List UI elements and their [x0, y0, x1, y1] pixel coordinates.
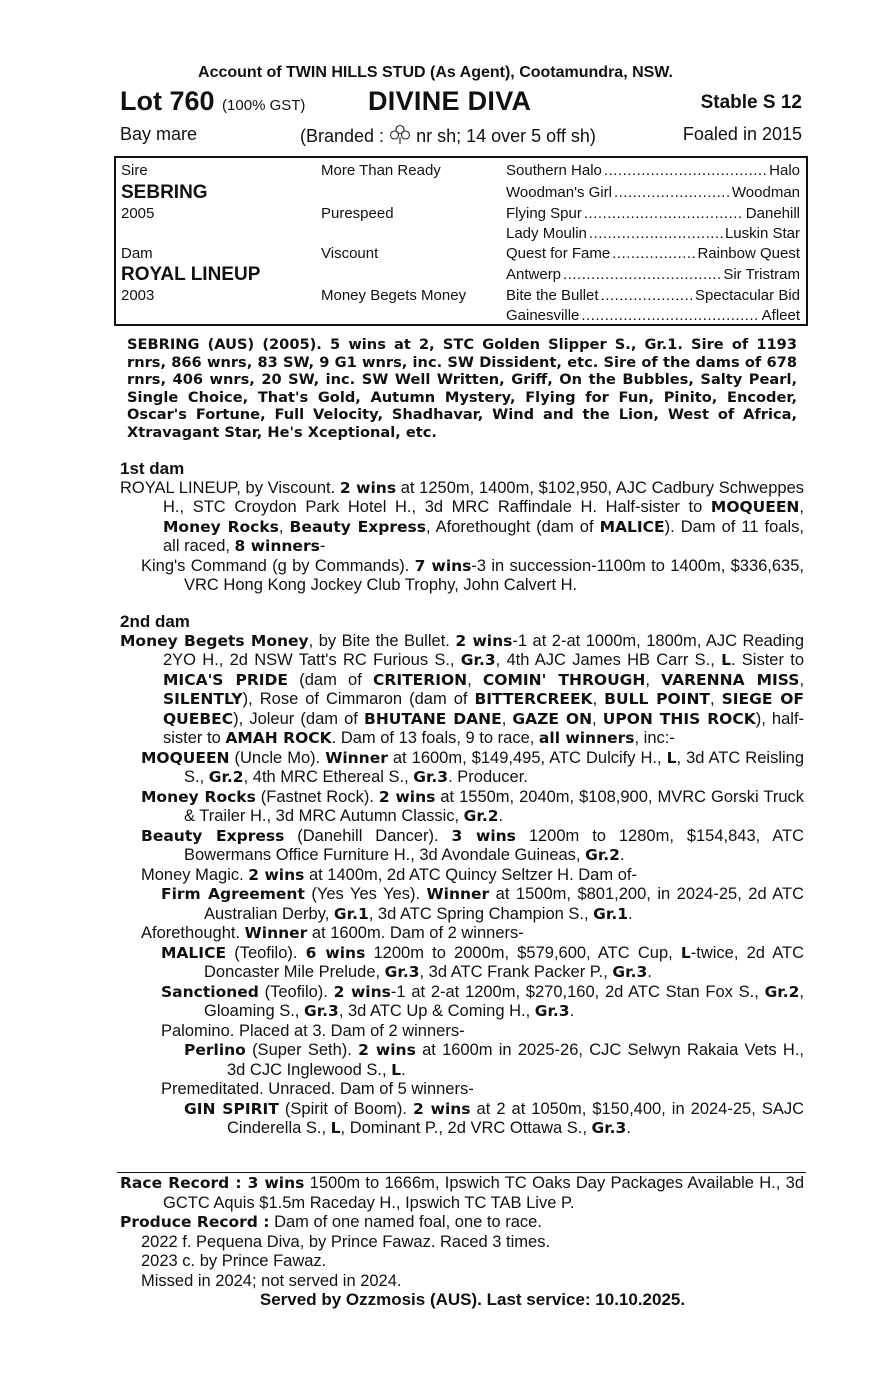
- lot-header: [120, 86, 802, 120]
- bold-run: 2 wins: [333, 982, 391, 1001]
- text-run: , 3d ATC Spring Champion S.,: [368, 904, 594, 923]
- gp-name: Lady Moulin: [506, 225, 587, 242]
- bold-run: Gr.3: [413, 768, 449, 786]
- text-run: (Spirit of Boom).: [278, 1099, 413, 1118]
- foal-malice: [120, 944, 804, 983]
- text-run: (Fastnet Rock).: [255, 787, 379, 806]
- bold-run: BHUTANE DANE: [364, 709, 502, 728]
- bold-run: 2 wins: [378, 787, 436, 806]
- bold-run: Gr.2: [585, 846, 620, 864]
- sire-sire: More Than Ready: [321, 162, 441, 179]
- bold-run: all winners: [538, 729, 635, 747]
- sire-name: SEBRING: [121, 182, 208, 203]
- gp-name: Antwerp: [506, 266, 562, 283]
- text-run: -: [319, 537, 326, 555]
- text-run: Dam of one named foal, one to race.: [269, 1213, 542, 1231]
- dam-royal-lineup: [120, 479, 804, 557]
- text-run: (Teofilo).: [258, 982, 334, 1001]
- brand-prefix: (Branded :: [300, 126, 385, 146]
- bold-run: Money Rocks: [141, 787, 256, 806]
- race-record: [120, 1174, 804, 1213]
- text-run: .: [647, 963, 652, 981]
- brand-info: [300, 124, 596, 147]
- text-run: ,: [799, 498, 804, 516]
- bold-run: GAZE ON: [512, 709, 593, 728]
- text-run: at 1500m, $801,200, in 2024-25, 2d ATC Australian Derby,: [204, 885, 804, 923]
- lot-number: [120, 86, 305, 117]
- bold-run: AMAH ROCK: [225, 729, 332, 747]
- text-run: , 4th AJC James HB Carr S.,: [495, 651, 722, 669]
- text-run: .: [619, 846, 625, 864]
- foal-money-rocks: [120, 788, 804, 827]
- stable-number: Stable S 12: [700, 92, 802, 113]
- bold-run: Gr.3: [591, 1119, 627, 1137]
- second-dam-heading: 2nd dam: [120, 612, 190, 631]
- grandparent-row: [506, 205, 800, 222]
- horse-name: DIVINE DIVA: [368, 86, 532, 116]
- section-divider: [117, 1172, 806, 1173]
- produce-record: [120, 1213, 804, 1233]
- dam-name: ROYAL LINEUP: [121, 264, 261, 285]
- produce-line: 2023 c. by Prince Fawaz.: [141, 1252, 327, 1270]
- records-section: [120, 1174, 804, 1291]
- text-run: , Dominant P., 2d VRC Ottawa S.,: [340, 1119, 592, 1137]
- bold-run: MOQUEEN: [710, 498, 800, 516]
- dam-sire: Viscount: [321, 245, 379, 262]
- gp-sire: Luskin Star: [724, 225, 800, 242]
- bold-run: Gr.1: [333, 904, 369, 923]
- bold-run: 3 wins: [451, 826, 516, 845]
- grandparent-row: [506, 162, 800, 179]
- grandparent-row: [506, 287, 800, 304]
- bold-run: L: [330, 1119, 341, 1137]
- text-run: at 1600m. Dam of 2 winners-: [307, 924, 524, 942]
- bold-run: L: [680, 943, 691, 962]
- grandparent-row: [506, 245, 800, 262]
- sire-year: 2005: [121, 205, 155, 222]
- text-run: (Yes Yes Yes).: [304, 885, 427, 903]
- pedigree-table: [114, 156, 808, 326]
- lot-label: Lot 760: [120, 86, 215, 116]
- vendor-account: Account of TWIN HILLS STUD (As Agent), Cootamundra, NSW.: [198, 64, 673, 81]
- text-run: ,: [467, 670, 483, 689]
- grandparent-row: [506, 307, 800, 324]
- text-run: -1 at 2-at 1200m, $270,160, 2d ATC Stan Fox S.,: [390, 982, 765, 1001]
- gp-sire: Rainbow Quest: [697, 245, 800, 262]
- text-run: ,: [592, 690, 605, 708]
- bold-run: Gr.1: [593, 904, 628, 923]
- produce-line: 2022 f. Pequena Diva, by Prince Fawaz. Raced 3 times.: [141, 1232, 551, 1251]
- sire-dam: Purespeed: [321, 205, 394, 222]
- bold-run: VARENNA MISS: [661, 670, 800, 689]
- text-run: (Teofilo).: [226, 943, 306, 962]
- text-run: .: [626, 1119, 631, 1137]
- gp-sire: Halo: [769, 162, 800, 179]
- bold-run: Beauty Express: [289, 517, 426, 536]
- text-run: .: [401, 1060, 406, 1079]
- text-run: at 1400m, 2d ATC Quincy Seltzer H. Dam of-: [304, 865, 637, 884]
- bold-run: 8 winners: [234, 537, 320, 555]
- bold-run: 2 wins: [455, 631, 513, 650]
- first-dam-section: [120, 459, 804, 596]
- text-run: , Gloaming S.,: [204, 982, 804, 1020]
- text-run: , 3d ATC Frank Packer P.,: [419, 963, 613, 981]
- bold-run: Gr.3: [612, 963, 648, 981]
- grandparent-row: [506, 184, 800, 201]
- foal-sanctioned: [120, 983, 804, 1022]
- text-run: Money Magic.: [141, 865, 249, 884]
- text-run: ,: [278, 517, 290, 536]
- text-run: .: [569, 1002, 575, 1020]
- text-run: -3 in succession-1100m to 1400m, $336,635, VRC Hong Kong Jockey Club Trophy, John Calvert H.: [184, 556, 804, 594]
- clover-brand-icon: [389, 124, 411, 146]
- gp-sire: Danehill: [745, 205, 800, 222]
- text-run: (Super Seth).: [245, 1041, 359, 1059]
- dam-year: 2003: [121, 287, 155, 304]
- bold-run: BITTERCREEK: [474, 690, 593, 708]
- bold-run: SIEGE OF QUEBEC: [163, 690, 805, 728]
- bold-run: Gr.3: [460, 651, 496, 669]
- gp-sire: Woodman: [731, 184, 800, 201]
- grandparent-row: [506, 225, 800, 242]
- bold-run: 2 wins: [413, 1099, 471, 1118]
- bold-run: L: [666, 748, 677, 767]
- text-run: . Producer.: [448, 768, 528, 786]
- text-run: ,: [799, 670, 805, 689]
- text-run: at 1600m in 2025-26, CJC Selwyn Rakaia Vets H., 3d CJC Inglewood S.,: [227, 1041, 804, 1079]
- gp-sire: Sir Tristram: [723, 266, 800, 283]
- bold-run: 2 wins: [358, 1041, 416, 1059]
- bold-run: 7 wins: [414, 556, 472, 575]
- bold-run: L: [391, 1060, 402, 1079]
- text-run: -1 at 2-at 1000m, 1800m, AJC Reading 2YO H., 2d NSW Tatt's RC Furious S.,: [163, 631, 804, 669]
- text-run: ,: [645, 670, 662, 689]
- service-note: Served by Ozzmosis (AUS). Last service: 10.10.2025.: [259, 1290, 686, 1309]
- bold-run: Winner: [244, 924, 308, 942]
- text-run: King's Command (g by Commands).: [141, 556, 415, 575]
- text-run: ,: [501, 709, 513, 728]
- gp-name: Gainesville: [506, 307, 580, 324]
- bold-run: MOQUEEN: [141, 748, 230, 767]
- brand-suffix: nr sh; 14 over 5 off sh): [416, 126, 596, 146]
- foaled-year: Foaled in 2015: [682, 124, 802, 144]
- bold-run: Gr.2: [463, 807, 499, 825]
- text-run: .: [498, 807, 504, 825]
- dam-label: Dam: [121, 245, 153, 262]
- bold-run: Perlino: [184, 1041, 246, 1059]
- text-run: , Aforethought (dam of: [425, 517, 600, 536]
- horse-sex: Bay mare: [120, 124, 198, 144]
- bold-run: 6 wins: [305, 943, 366, 962]
- text-run: . Sister to: [730, 651, 805, 669]
- text-run: at 2 at 1050m, $150,400, in 2024-25, SAJC Cinderella S.,: [227, 1099, 804, 1137]
- produce-line: Missed in 2024; not served in 2024.: [141, 1271, 402, 1290]
- foal-palomino: [120, 1022, 804, 1042]
- gp-sire: Spectacular Bid: [694, 287, 800, 304]
- bold-run: Produce Record :: [120, 1213, 270, 1231]
- bold-run: MICA'S PRIDE: [163, 670, 289, 689]
- text-run: , inc:-: [634, 729, 675, 747]
- text-run: Premeditated. Unraced. Dam of 5 winners-: [161, 1080, 474, 1098]
- foal-perlino: [120, 1041, 804, 1080]
- text-run: .: [628, 904, 633, 923]
- text-run: (Danehill Dancer).: [284, 826, 452, 845]
- text-run: ). Dam of 11 foals, all raced,: [163, 517, 804, 555]
- text-run: at 1600m, $149,495, ATC Dulcify H.,: [387, 748, 667, 767]
- foal-gin-spirit: [120, 1100, 804, 1139]
- bold-run: MALICE: [599, 517, 665, 536]
- text-run: (dam of: [288, 670, 374, 689]
- text-run: , by Bite the Bullet.: [308, 631, 456, 650]
- text-run: at 1550m, 2040m, $108,900, MVRC Gorski Truck & Trailer H., 3d MRC Autumn Classic,: [184, 787, 804, 825]
- bold-run: COMIN' THROUGH: [482, 670, 646, 689]
- foal-moqueen: [120, 749, 804, 788]
- text-run: ), Joleur (dam of: [233, 709, 365, 728]
- sire-label: Sire: [121, 162, 148, 179]
- text-run: ROYAL LINEUP, by Viscount.: [120, 478, 340, 497]
- second-dam-section: [120, 612, 804, 1139]
- bold-run: Gr.2: [208, 768, 244, 786]
- bold-run: Beauty Express: [141, 826, 285, 845]
- text-run: 1200m to 1280m, $154,843, ATC Bowermans Office Furniture H., 3d Avondale Guineas,: [184, 826, 804, 864]
- bold-run: Gr.2: [764, 982, 800, 1001]
- gp-name: Quest for Fame: [506, 245, 611, 262]
- bold-run: Money Rocks: [163, 517, 279, 536]
- foal-firm-agreement: [120, 885, 804, 924]
- text-run: ,: [592, 709, 603, 728]
- text-run: ,: [710, 690, 722, 708]
- bold-run: Firm Agreement: [161, 885, 305, 903]
- bold-run: MALICE: [161, 943, 227, 962]
- gp-sire: Afleet: [761, 307, 800, 324]
- text-run: . Dam of 13 foals, 9 to race,: [331, 729, 539, 747]
- text-run: Palomino. Placed at 3. Dam of 2 winners-: [161, 1021, 465, 1040]
- text-run: (Uncle Mo).: [229, 748, 326, 767]
- bold-run: Gr.3: [303, 1002, 339, 1020]
- gp-name: Southern Halo: [506, 162, 602, 179]
- bold-run: 2 wins: [339, 478, 397, 497]
- granddam-money-begets-money: [120, 632, 804, 749]
- bold-run: SILENTLY: [163, 690, 243, 708]
- bold-run: Winner: [325, 748, 388, 767]
- gp-name: Flying Spur: [506, 205, 582, 222]
- text-run: , 3d ATC Reisling S.,: [184, 748, 805, 786]
- bold-run: BULL POINT: [604, 690, 710, 708]
- text-run: 1500m to 1666m, Ipswich TC Oaks Day Packages Available H., 3d GCTC Aquis $1.5m Raceday H., Ipswich TC TAB Live P.: [163, 1174, 804, 1212]
- bold-run: GIN SPIRIT: [184, 1099, 279, 1118]
- produce-list: [120, 1233, 804, 1292]
- bold-run: L: [721, 651, 731, 669]
- text-run: at 1250m, 1400m, $102,950, AJC Cadbury Schweppes H., STC Croydon Park Hotel H., 3d MRC Raffindale H. Half-sister to: [163, 478, 804, 516]
- bold-run: 2 wins: [248, 865, 305, 884]
- text-run: , 3d ATC Up & Coming H.,: [338, 1002, 535, 1020]
- bold-run: Gr.3: [384, 963, 420, 981]
- text-run: -twice, 2d ATC Doncaster Mile Prelude,: [204, 943, 804, 981]
- bold-run: Money Begets Money: [120, 631, 309, 650]
- foal-money-magic: [120, 866, 804, 886]
- gst-note: (100% GST): [222, 97, 306, 114]
- text-run: ), half-sister to: [163, 709, 805, 747]
- text-run: Aforethought.: [141, 924, 245, 942]
- text-run: ), Rose of Cimmaron (dam of: [242, 690, 475, 708]
- text-run: 1200m to 2000m, $579,600, ATC Cup,: [365, 943, 681, 962]
- dam-dam: Money Begets Money: [321, 287, 467, 304]
- foal-kings-command: [120, 557, 804, 596]
- text-run: , 4th MRC Ethereal S.,: [243, 768, 414, 786]
- bold-run: CRITERION: [373, 670, 468, 689]
- first-dam-heading: 1st dam: [120, 459, 185, 478]
- grandparent-row: [506, 266, 800, 283]
- foal-premeditated: [120, 1080, 804, 1100]
- gp-name: Woodman's Girl: [506, 184, 612, 201]
- foal-aforethought: [120, 924, 804, 944]
- bold-run: Sanctioned: [161, 982, 259, 1001]
- bold-run: Winner: [426, 885, 490, 903]
- bold-run: UPON THIS ROCK: [602, 709, 756, 728]
- gp-name: Bite the Bullet: [506, 287, 599, 304]
- bold-run: Race Record : 3 wins: [120, 1174, 305, 1192]
- sire-summary: SEBRING (AUS) (2005). 5 wins at 2, STC Golden Slipper S., Gr.1. Sire of 1193 rnrs, 866 wnrs, 83 SW, 9 G1 wnrs, inc. SW Dissident, etc. Sire of the dams of 678 rnrs, 406 wnrs, 20 SW, inc. SW Well Written, Griff, On the Bubbles, Salty Pearl, Single Choice, That's Gold, Autumn Mystery, Flying for Fun, Pinito, Encoder, Oscar's Fortune, Full Velocity, Shadhavar, Wind and the Lion, West of Africa, Xtravagant Star, He's Xceptional, etc.: [127, 336, 797, 441]
- foal-beauty-express: [120, 827, 804, 866]
- bold-run: Gr.3: [534, 1002, 570, 1020]
